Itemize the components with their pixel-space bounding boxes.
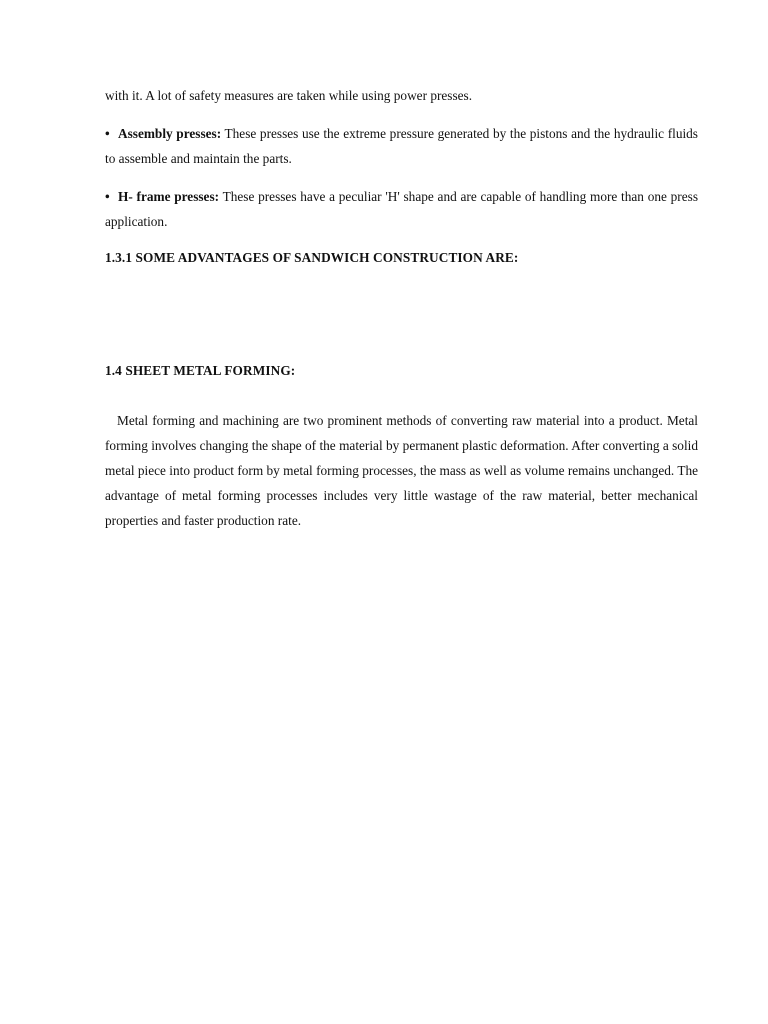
metal-forming-paragraph-text: Metal forming and machining are two prominent methods of converting raw material into a product. Metal forming involves changing the shape of the material by permanent plastic deformation. After converting a solid metal piece into product form by metal forming processes, the mass as well as volume remains unchanged. The advantage of metal forming processes includes very little wastage of the raw material, better mechanical properties and faster production rate. <box>105 413 698 528</box>
section-heading-sheet-metal-forming: 1.4 SHEET METAL FORMING: <box>105 363 296 378</box>
continuation-paragraph: with it. A lot of safety measures are taken while using power presses. <box>105 88 473 103</box>
bullet-text-h-frame-presses: These presses have a peculiar 'H' shape and are capable of handling more than one press application. <box>105 189 698 229</box>
bullet-assembly-presses <box>105 121 698 171</box>
metal-forming-paragraph <box>105 408 698 533</box>
bullet-term-h-frame-presses: H- frame presses: <box>118 189 220 204</box>
bullet-h-frame-presses <box>105 184 698 234</box>
bullet-marker: • <box>105 189 110 204</box>
bullet-text-assembly-presses: These presses use the extreme pressure generated by the pistons and the hydraulic fluids to assemble and maintain the parts. <box>105 126 698 166</box>
bullet-term-assembly-presses: Assembly presses: <box>118 126 222 141</box>
bullet-marker: • <box>105 126 110 141</box>
section-heading-advantages: 1.3.1 SOME ADVANTAGES OF SANDWICH CONSTRUCTION ARE: <box>105 250 519 265</box>
